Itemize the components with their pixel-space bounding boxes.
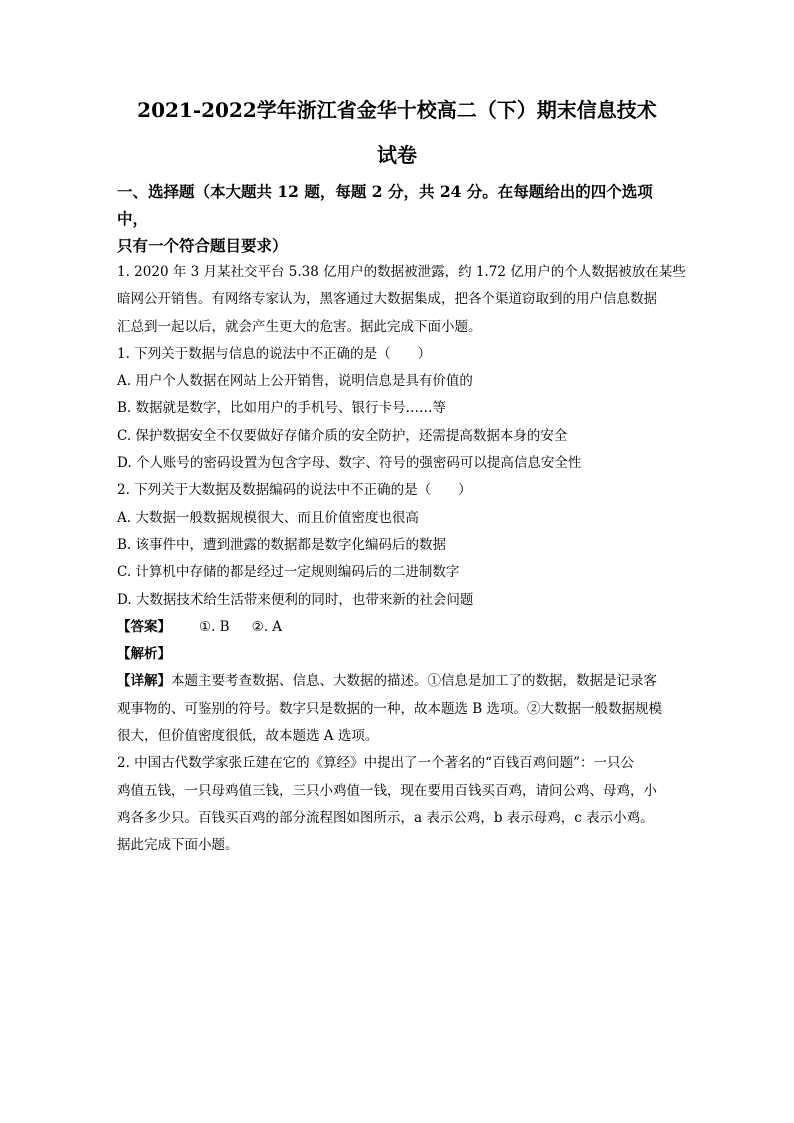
analysis-row xyxy=(117,641,683,668)
question-2-stem-line: 鸡各多少只。百钱买百鸡的部分流程图如图所示，a 表示公鸡，b 表示母鸡，c 表示小鸡。 xyxy=(117,809,654,826)
sub-question-1-option-b: B. 数据就是数字，比如用户的手机号、银行卡号……等 xyxy=(117,400,447,417)
sub-question-2-option-b: B. 该事件中，遭到泄露的数据都是数字化编码后的数据 xyxy=(117,536,447,553)
section-heading-line-2: 只有一个符合题目要求） xyxy=(117,236,288,255)
question-2-stem-line: 鸡值五钱，一只母鸡值三钱，三只小鸡值一钱，现在要用百钱买百鸡，请问公鸡、母鸡，小 xyxy=(117,782,657,799)
detail-label: 【详解】 xyxy=(117,673,171,690)
sub-question-2-option-a: A. 大数据一般数据规模很大、而且价值密度也很高 xyxy=(117,509,419,526)
detail-line: 观事物的、可鉴别的符号。数字只是数据的一种，故本题选 B 选项。②大数据一般数据规模 xyxy=(117,700,663,717)
question-1-stem-line: 暗网公开销售。有网络专家认为，黑客通过大数据集成，把各个渠道窃取到的用户信息数据 xyxy=(117,291,657,308)
sub-question-2-option-d: D. 大数据技术给生活带来便利的同时，也带来新的社会问题 xyxy=(117,591,474,608)
sub-question-1-option-d: D. 个人账号的密码设置为包含字母、数字、符号的强密码可以提高信息安全性 xyxy=(117,455,582,472)
question-2-stem-line: 2. 中国古代数学家张丘建在它的《算经》中提出了一个著名的“百钱百鸡问题”：一只公 xyxy=(117,755,634,772)
question-1-stem-line: 1. 2020 年 3 月某社交平台 5.38 亿用户的数据被泄露，约 1.72 亿用户的个人数据被放在某些 xyxy=(117,264,686,280)
question-2-stem-line: 据此完成下面小题。 xyxy=(117,837,239,854)
answer-label: 【答案】 xyxy=(117,618,171,635)
detail-line: 很大，但价值密度很低，故本题选 A 选项。 xyxy=(117,728,379,745)
exam-title-line-2: 试卷 xyxy=(377,143,417,167)
question-1-stem-line: 汇总到一起以后，就会产生更大的危害。据此完成下面小题。 xyxy=(117,318,482,335)
sub-question-1: 1. 下列关于数据与信息的说法中不正确的是（ ） xyxy=(117,345,432,362)
sub-question-2-option-c: C. 计算机中存储的都是经过一定规则编码后的二进制数字 xyxy=(117,564,460,581)
answer-row xyxy=(117,614,683,641)
answer-1: ①. B xyxy=(199,618,230,635)
sub-question-1-option-a: A. 用户个人数据在网站上公开销售，说明信息是具有价值的 xyxy=(117,373,473,390)
exam-title-line-1: 2021-2022学年浙江省金华十校高二（下）期末信息技术 xyxy=(137,98,657,122)
answer-2: ②. A xyxy=(251,618,283,635)
sub-question-1-option-c: C. 保护数据安全不仅要做好存储介质的安全防护，还需提高数据本身的安全 xyxy=(117,427,568,444)
exam-content xyxy=(117,178,686,860)
sub-question-2: 2. 下列关于大数据及数据编码的说法中不正确的是（ ） xyxy=(117,482,472,499)
detail-text: 本题主要考查数据、信息、大数据的描述。①信息是加工了的数据，数据是记录客 xyxy=(171,673,657,690)
detail-line xyxy=(117,668,683,695)
section-heading-line-1: 一、选择题（本大题共 12 题，每题 2 分，共 24 分。在每题给出的四个选项中， xyxy=(117,182,653,228)
analysis-label: 【解析】 xyxy=(117,646,171,663)
